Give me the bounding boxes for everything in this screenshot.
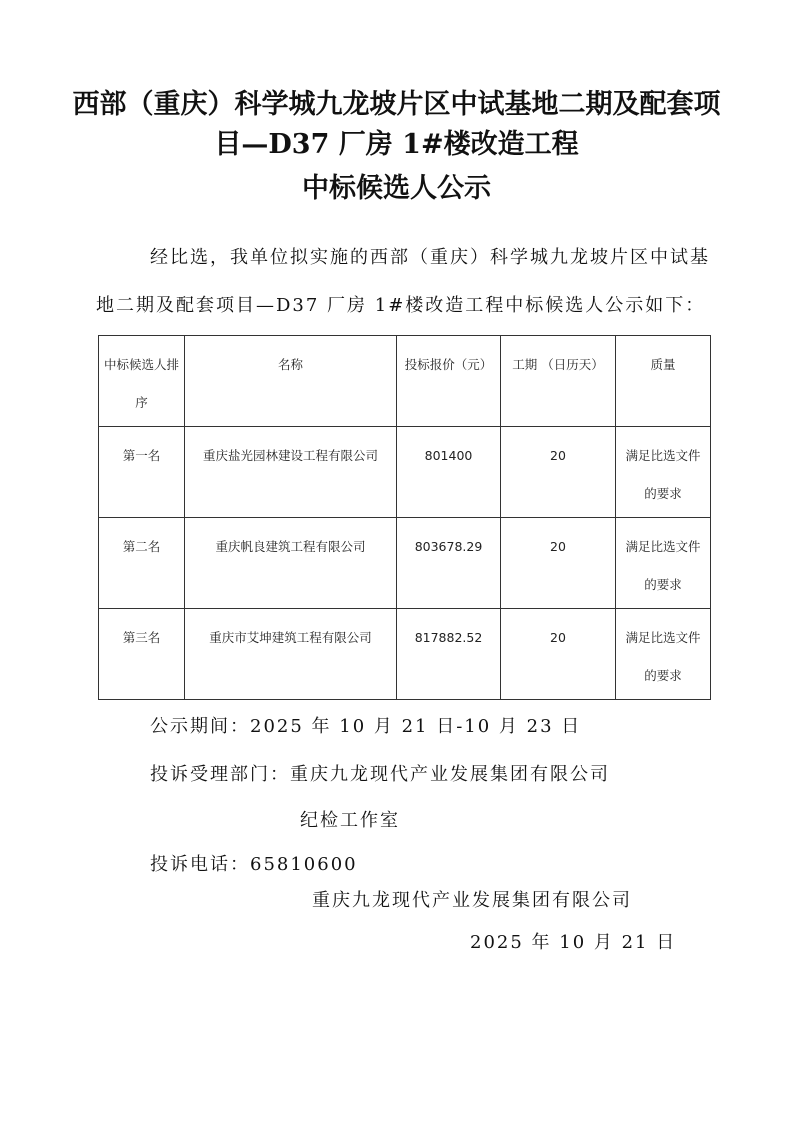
title-line-3: 中标候选人公示: [302, 173, 491, 204]
header-duration: 工期 （日历天）: [501, 336, 616, 427]
cell-quality: 满足比选文件的要求: [616, 609, 711, 700]
issue-date: 2025 年 10 月 21 日: [470, 932, 677, 953]
table-row: [99, 518, 711, 609]
cell-price: 803678.29: [397, 518, 501, 609]
header-rank: 中标候选人排序: [99, 336, 185, 427]
cell-name: 重庆盐光园林建设工程有限公司: [185, 427, 397, 518]
table-row: [99, 609, 711, 700]
complaint-department: 投诉受理部门：重庆九龙现代产业发展集团有限公司: [150, 764, 610, 785]
cell-duration: 20: [501, 427, 616, 518]
cell-rank: 第三名: [99, 609, 185, 700]
cell-rank: 第一名: [99, 427, 185, 518]
header-name: 名称: [185, 336, 397, 427]
complaint-office: 纪检工作室: [300, 810, 400, 831]
cell-name: 重庆帆良建筑工程有限公司: [185, 518, 397, 609]
cell-price: 801400: [397, 427, 501, 518]
cell-rank: 第二名: [99, 518, 185, 609]
complaint-phone: 投诉电话：65810600: [150, 854, 358, 875]
cell-duration: 20: [501, 518, 616, 609]
cell-quality: 满足比选文件的要求: [616, 427, 711, 518]
header-quality: 质量: [616, 336, 711, 427]
cell-quality: 满足比选文件的要求: [616, 518, 711, 609]
header-price: 投标报价（元）: [397, 336, 501, 427]
table-header-row: [99, 336, 711, 427]
table-row: [99, 427, 711, 518]
candidates-table: [98, 335, 711, 700]
cell-duration: 20: [501, 609, 616, 700]
title-line-1: 西部（重庆）科学城九龙坡片区中试基地二期及配套项: [72, 89, 721, 120]
cell-name: 重庆市艾坤建筑工程有限公司: [185, 609, 397, 700]
cell-price: 817882.52: [397, 609, 501, 700]
title-line-2: 目—D37 厂房 1#楼改造工程: [214, 129, 579, 160]
intro-paragraph: 经比选，我单位拟实施的西部（重庆）科学城九龙坡片区中试基地二期及配套项目—D37 厂房 1#楼改造工程中标候选人公示如下：: [96, 247, 710, 316]
issuing-organization: 重庆九龙现代产业发展集团有限公司: [312, 890, 632, 911]
publicity-period: 公示期间：2025 年 10 月 21 日-10 月 23 日: [150, 716, 582, 737]
